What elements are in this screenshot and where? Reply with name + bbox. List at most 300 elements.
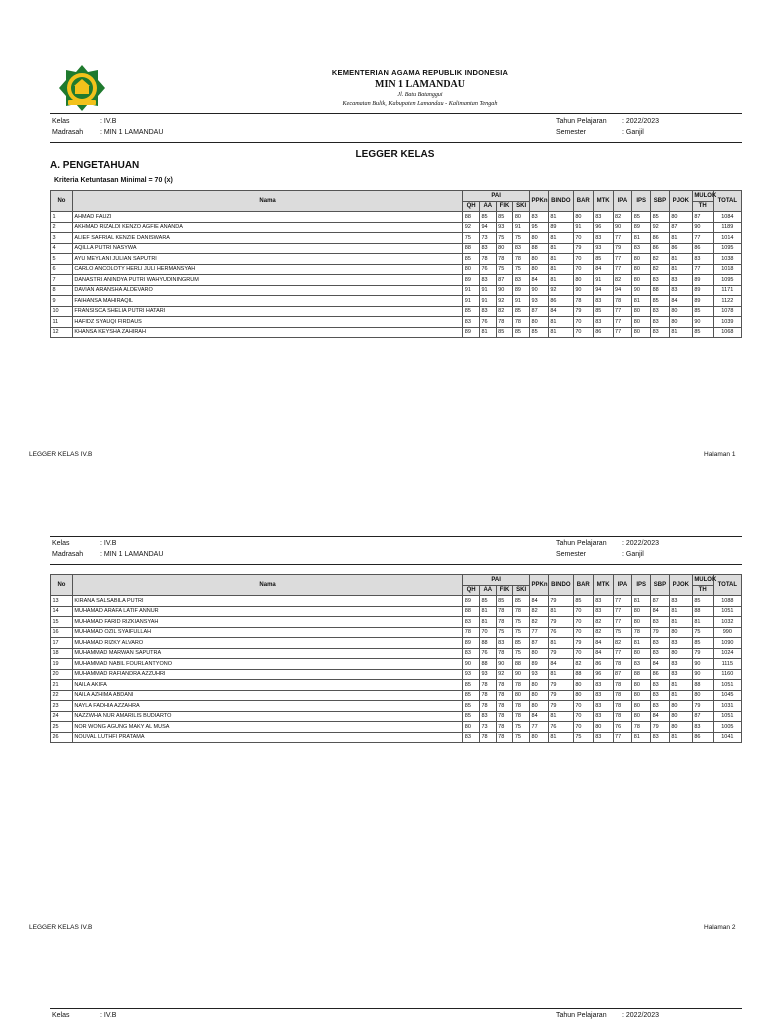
score-cell: 90 bbox=[692, 317, 713, 328]
score-cell: 80 bbox=[669, 317, 692, 328]
section-title: A. PENGETAHUAN bbox=[50, 160, 140, 171]
score-cell: 78 bbox=[496, 711, 513, 722]
score-cell: 91 bbox=[513, 222, 530, 233]
score-cell: 77 bbox=[613, 254, 632, 265]
student-name: DAVIAN ARANSHA ALDEVARO bbox=[72, 285, 462, 296]
score-cell: 85 bbox=[593, 254, 613, 265]
score-cell: 81 bbox=[479, 617, 496, 628]
score-cell: 85 bbox=[479, 212, 496, 223]
score-cell: 75 bbox=[496, 233, 513, 244]
score-cell: 85 bbox=[632, 212, 651, 223]
score-cell: 76 bbox=[479, 264, 496, 275]
score-cell: 77 bbox=[530, 627, 549, 638]
score-cell: 70 bbox=[573, 317, 593, 328]
page2-info-divider bbox=[50, 564, 742, 565]
score-cell: 80 bbox=[632, 606, 651, 617]
score-cell: 91 bbox=[593, 275, 613, 286]
score-cell: 81 bbox=[548, 638, 573, 649]
score-cell: 83 bbox=[479, 243, 496, 254]
table-row bbox=[51, 627, 742, 638]
score-cell: 85 bbox=[496, 596, 513, 607]
total-score: 1045 bbox=[713, 690, 741, 701]
total-score: 1088 bbox=[713, 596, 741, 607]
score-cell: 80 bbox=[692, 690, 713, 701]
score-cell: 78 bbox=[496, 722, 513, 733]
col-bar-header: BAR bbox=[573, 575, 593, 596]
score-cell: 84 bbox=[651, 659, 670, 670]
col-mtk-header: MTK bbox=[593, 191, 613, 212]
semester-label: Semester bbox=[556, 129, 586, 136]
score-cell: 91 bbox=[463, 296, 480, 307]
score-cell: 80 bbox=[632, 264, 651, 275]
score-cell: 80 bbox=[669, 722, 692, 733]
score-cell: 83 bbox=[593, 690, 613, 701]
score-cell: 82 bbox=[613, 638, 632, 649]
col-ski-header: SKI bbox=[513, 201, 530, 212]
total-score: 1051 bbox=[713, 711, 741, 722]
total-score: 1095 bbox=[713, 275, 741, 286]
row-number: 7 bbox=[51, 275, 73, 286]
total-score: 1090 bbox=[713, 638, 741, 649]
row-number: 12 bbox=[51, 327, 73, 338]
score-cell: 93 bbox=[463, 669, 480, 680]
col-qh-header: QH bbox=[463, 585, 480, 596]
legger-rows-page2 bbox=[51, 596, 742, 743]
col-pai-header: PAI bbox=[463, 575, 530, 586]
score-cell: 78 bbox=[496, 690, 513, 701]
col-th-header: TH bbox=[692, 201, 713, 212]
student-name: DANASTRI ANINDYA PUTRI WAHYUDININGRUM bbox=[72, 275, 462, 286]
score-cell: 77 bbox=[692, 264, 713, 275]
row-number: 23 bbox=[51, 701, 73, 712]
score-cell: 78 bbox=[496, 606, 513, 617]
total-score: 1115 bbox=[713, 659, 741, 670]
score-cell: 78 bbox=[613, 680, 632, 691]
table-row bbox=[51, 222, 742, 233]
page-number-2: Halaman 2 bbox=[704, 924, 736, 931]
score-cell: 77 bbox=[613, 317, 632, 328]
student-name: ALIEF SAFRIAL KENZIE DANISWARA bbox=[72, 233, 462, 244]
score-cell: 79 bbox=[613, 243, 632, 254]
score-cell: 84 bbox=[530, 596, 549, 607]
score-cell: 95 bbox=[530, 222, 549, 233]
student-name: HAFIDZ SYAUQI FIRDAUS bbox=[72, 317, 462, 328]
score-cell: 80 bbox=[632, 306, 651, 317]
col-aa-header: AA bbox=[479, 585, 496, 596]
score-cell: 81 bbox=[548, 233, 573, 244]
score-cell: 78 bbox=[496, 617, 513, 628]
row-number: 19 bbox=[51, 659, 73, 670]
score-cell: 83 bbox=[513, 275, 530, 286]
madrasah-label: Madrasah bbox=[52, 129, 84, 136]
score-cell: 81 bbox=[548, 317, 573, 328]
score-cell: 83 bbox=[463, 617, 480, 628]
score-cell: 88 bbox=[479, 638, 496, 649]
table-row bbox=[51, 617, 742, 628]
score-cell: 80 bbox=[669, 701, 692, 712]
score-cell: 83 bbox=[593, 732, 613, 743]
score-cell: 82 bbox=[573, 659, 593, 670]
score-cell: 80 bbox=[513, 690, 530, 701]
score-cell: 80 bbox=[530, 233, 549, 244]
class-info-page2 bbox=[52, 540, 742, 562]
score-cell: 83 bbox=[651, 648, 670, 659]
score-cell: 78 bbox=[496, 254, 513, 265]
score-cell: 80 bbox=[669, 212, 692, 223]
table-row bbox=[51, 212, 742, 223]
row-number: 25 bbox=[51, 722, 73, 733]
student-name: CARLO ANCOLOTY HERLI JULI HERMANSYAH bbox=[72, 264, 462, 275]
score-cell: 85 bbox=[593, 306, 613, 317]
kemenag-logo-icon bbox=[58, 64, 106, 112]
score-cell: 89 bbox=[692, 275, 713, 286]
tahun-value: : 2022/2023 bbox=[622, 540, 659, 547]
row-number: 24 bbox=[51, 711, 73, 722]
student-name: MUHAMAD OZIL SYAIFULLAH bbox=[72, 627, 462, 638]
score-cell: 90 bbox=[463, 659, 480, 670]
row-number: 5 bbox=[51, 254, 73, 265]
score-cell: 91 bbox=[573, 222, 593, 233]
score-cell: 81 bbox=[669, 254, 692, 265]
table-row bbox=[51, 711, 742, 722]
score-cell: 83 bbox=[651, 638, 670, 649]
score-cell: 92 bbox=[463, 222, 480, 233]
score-cell: 75 bbox=[513, 722, 530, 733]
table-row bbox=[51, 243, 742, 254]
score-cell: 89 bbox=[513, 285, 530, 296]
score-cell: 86 bbox=[593, 327, 613, 338]
total-score: 1078 bbox=[713, 306, 741, 317]
col-mulok-header: MULOK bbox=[692, 575, 713, 586]
score-cell: 86 bbox=[692, 732, 713, 743]
score-cell: 82 bbox=[651, 264, 670, 275]
score-cell: 78 bbox=[513, 317, 530, 328]
score-cell: 70 bbox=[573, 711, 593, 722]
score-cell: 78 bbox=[513, 680, 530, 691]
score-cell: 77 bbox=[613, 648, 632, 659]
score-cell: 86 bbox=[692, 243, 713, 254]
score-cell: 82 bbox=[613, 275, 632, 286]
tahun-label: Tahun Pelajaran bbox=[556, 118, 607, 125]
score-cell: 81 bbox=[632, 596, 651, 607]
score-cell: 83 bbox=[479, 306, 496, 317]
score-cell: 93 bbox=[479, 669, 496, 680]
score-cell: 83 bbox=[669, 638, 692, 649]
score-cell: 80 bbox=[530, 264, 549, 275]
score-cell: 77 bbox=[530, 722, 549, 733]
score-cell: 86 bbox=[651, 243, 670, 254]
score-cell: 81 bbox=[692, 617, 713, 628]
score-cell: 75 bbox=[513, 648, 530, 659]
score-cell: 83 bbox=[496, 638, 513, 649]
score-cell: 85 bbox=[692, 306, 713, 317]
score-cell: 82 bbox=[613, 212, 632, 223]
score-cell: 81 bbox=[669, 233, 692, 244]
student-name: NOR WONG AGUNG MAKY AL MUSA bbox=[72, 722, 462, 733]
score-cell: 86 bbox=[593, 659, 613, 670]
class-info-page1 bbox=[52, 118, 742, 140]
score-cell: 82 bbox=[593, 617, 613, 628]
row-number: 8 bbox=[51, 285, 73, 296]
score-cell: 87 bbox=[530, 638, 549, 649]
score-cell: 76 bbox=[479, 317, 496, 328]
col-ski-header: SKI bbox=[513, 585, 530, 596]
tahun-value: : 2022/2023 bbox=[622, 1012, 659, 1019]
total-score: 1160 bbox=[713, 669, 741, 680]
score-cell: 81 bbox=[479, 606, 496, 617]
score-cell: 87 bbox=[613, 669, 632, 680]
score-cell: 96 bbox=[593, 222, 613, 233]
score-cell: 80 bbox=[530, 648, 549, 659]
score-cell: 88 bbox=[463, 606, 480, 617]
score-cell: 90 bbox=[632, 285, 651, 296]
score-cell: 89 bbox=[548, 222, 573, 233]
score-cell: 81 bbox=[548, 212, 573, 223]
col-ipa-header: IPA bbox=[613, 191, 632, 212]
row-number: 1 bbox=[51, 212, 73, 223]
score-cell: 86 bbox=[548, 296, 573, 307]
row-number: 21 bbox=[51, 680, 73, 691]
score-cell: 79 bbox=[651, 722, 670, 733]
total-score: 1041 bbox=[713, 732, 741, 743]
col-mtk-header: MTK bbox=[593, 575, 613, 596]
score-cell: 78 bbox=[632, 722, 651, 733]
score-cell: 80 bbox=[530, 254, 549, 265]
score-cell: 90 bbox=[530, 285, 549, 296]
total-score: 1051 bbox=[713, 680, 741, 691]
score-cell: 80 bbox=[669, 306, 692, 317]
score-cell: 94 bbox=[613, 285, 632, 296]
score-cell: 79 bbox=[548, 680, 573, 691]
col-bindo-header: BINDO bbox=[548, 191, 573, 212]
score-cell: 79 bbox=[573, 638, 593, 649]
score-cell: 83 bbox=[463, 317, 480, 328]
kelas-value: : IV.B bbox=[100, 1012, 117, 1019]
kelas-label: Kelas bbox=[52, 540, 70, 547]
student-name: MUHAMAD ARAFA LATIF ANNUR bbox=[72, 606, 462, 617]
score-cell: 79 bbox=[548, 648, 573, 659]
score-cell: 80 bbox=[632, 317, 651, 328]
score-cell: 86 bbox=[669, 243, 692, 254]
score-cell: 80 bbox=[632, 701, 651, 712]
score-cell: 77 bbox=[613, 327, 632, 338]
score-cell: 80 bbox=[530, 317, 549, 328]
score-cell: 83 bbox=[593, 596, 613, 607]
score-cell: 84 bbox=[530, 711, 549, 722]
score-cell: 80 bbox=[632, 690, 651, 701]
table-row bbox=[51, 264, 742, 275]
score-cell: 94 bbox=[593, 285, 613, 296]
total-score: 990 bbox=[713, 627, 741, 638]
school-street: Jl. Batu Batanggui bbox=[397, 92, 443, 98]
legger-table-page2 bbox=[50, 574, 742, 743]
kelas-value: : IV.B bbox=[100, 540, 117, 547]
score-cell: 83 bbox=[692, 254, 713, 265]
score-cell: 85 bbox=[479, 596, 496, 607]
table-row bbox=[51, 690, 742, 701]
score-cell: 80 bbox=[593, 722, 613, 733]
score-cell: 78 bbox=[479, 732, 496, 743]
col-bindo-header: BINDO bbox=[548, 575, 573, 596]
score-cell: 96 bbox=[593, 669, 613, 680]
score-cell: 82 bbox=[496, 306, 513, 317]
score-cell: 78 bbox=[513, 711, 530, 722]
score-cell: 78 bbox=[613, 711, 632, 722]
score-cell: 75 bbox=[573, 732, 593, 743]
score-cell: 70 bbox=[573, 606, 593, 617]
score-cell: 81 bbox=[669, 690, 692, 701]
table-row bbox=[51, 648, 742, 659]
table-row bbox=[51, 317, 742, 328]
score-cell: 81 bbox=[548, 327, 573, 338]
score-cell: 81 bbox=[669, 264, 692, 275]
score-cell: 91 bbox=[479, 285, 496, 296]
student-name: NAYLA FADHIA AZZAHRA bbox=[72, 701, 462, 712]
score-cell: 83 bbox=[669, 669, 692, 680]
score-cell: 82 bbox=[651, 254, 670, 265]
score-cell: 80 bbox=[573, 680, 593, 691]
row-number: 16 bbox=[51, 627, 73, 638]
score-cell: 76 bbox=[548, 722, 573, 733]
table-row bbox=[51, 701, 742, 712]
row-number: 20 bbox=[51, 669, 73, 680]
score-cell: 83 bbox=[651, 317, 670, 328]
score-cell: 78 bbox=[496, 648, 513, 659]
score-cell: 78 bbox=[632, 627, 651, 638]
score-cell: 70 bbox=[573, 648, 593, 659]
score-cell: 86 bbox=[651, 669, 670, 680]
table-row bbox=[51, 596, 742, 607]
total-score: 1032 bbox=[713, 617, 741, 628]
col-ips-header: IPS bbox=[632, 575, 651, 596]
score-cell: 83 bbox=[669, 285, 692, 296]
score-cell: 85 bbox=[463, 711, 480, 722]
score-cell: 77 bbox=[613, 306, 632, 317]
score-cell: 80 bbox=[463, 264, 480, 275]
score-cell: 83 bbox=[593, 233, 613, 244]
score-cell: 78 bbox=[479, 701, 496, 712]
col-ppkn-header: PPKn bbox=[530, 191, 549, 212]
score-cell: 90 bbox=[613, 222, 632, 233]
score-cell: 89 bbox=[692, 285, 713, 296]
score-cell: 79 bbox=[692, 648, 713, 659]
score-cell: 75 bbox=[513, 233, 530, 244]
score-cell: 76 bbox=[479, 648, 496, 659]
score-cell: 81 bbox=[548, 254, 573, 265]
tahun-value: : 2022/2023 bbox=[622, 118, 659, 125]
score-cell: 78 bbox=[613, 659, 632, 670]
score-cell: 85 bbox=[513, 638, 530, 649]
col-no-header: No bbox=[51, 191, 73, 212]
table-row bbox=[51, 285, 742, 296]
score-cell: 85 bbox=[530, 327, 549, 338]
score-cell: 70 bbox=[573, 264, 593, 275]
score-cell: 83 bbox=[593, 212, 613, 223]
score-cell: 90 bbox=[692, 659, 713, 670]
score-cell: 83 bbox=[651, 306, 670, 317]
score-cell: 82 bbox=[593, 627, 613, 638]
tahun-label: Tahun Pelajaran bbox=[556, 1012, 607, 1019]
score-cell: 70 bbox=[573, 722, 593, 733]
col-sbp-header: SBP bbox=[651, 191, 670, 212]
col-ips-header: IPS bbox=[632, 191, 651, 212]
score-cell: 81 bbox=[548, 669, 573, 680]
score-cell: 83 bbox=[651, 327, 670, 338]
score-cell: 83 bbox=[593, 711, 613, 722]
score-cell: 89 bbox=[530, 659, 549, 670]
score-cell: 81 bbox=[669, 327, 692, 338]
score-cell: 77 bbox=[613, 732, 632, 743]
total-score: 1051 bbox=[713, 606, 741, 617]
score-cell: 81 bbox=[548, 264, 573, 275]
score-cell: 75 bbox=[513, 264, 530, 275]
score-cell: 75 bbox=[613, 627, 632, 638]
score-cell: 81 bbox=[669, 606, 692, 617]
score-cell: 90 bbox=[692, 669, 713, 680]
row-number: 9 bbox=[51, 296, 73, 307]
letterhead bbox=[300, 68, 540, 107]
legger-table-page1 bbox=[50, 190, 742, 338]
row-number: 22 bbox=[51, 690, 73, 701]
student-name: AKHMAD RIZALDI KENZO AGFIE ANANDA bbox=[72, 222, 462, 233]
total-score: 1068 bbox=[713, 327, 741, 338]
score-cell: 92 bbox=[651, 222, 670, 233]
row-number: 4 bbox=[51, 243, 73, 254]
score-cell: 87 bbox=[692, 711, 713, 722]
legger-rows-page1 bbox=[51, 212, 742, 338]
col-pai-header: PAI bbox=[463, 191, 530, 202]
score-cell: 88 bbox=[479, 659, 496, 670]
score-cell: 80 bbox=[632, 648, 651, 659]
score-cell: 75 bbox=[463, 233, 480, 244]
total-score: 1024 bbox=[713, 648, 741, 659]
score-cell: 84 bbox=[669, 296, 692, 307]
total-score: 1018 bbox=[713, 264, 741, 275]
score-cell: 78 bbox=[496, 680, 513, 691]
score-cell: 87 bbox=[496, 275, 513, 286]
score-cell: 89 bbox=[632, 222, 651, 233]
score-cell: 70 bbox=[573, 617, 593, 628]
student-name: KHANSA KEYSHA ZAHIRAH bbox=[72, 327, 462, 338]
score-cell: 85 bbox=[692, 596, 713, 607]
score-cell: 83 bbox=[593, 606, 613, 617]
score-cell: 83 bbox=[463, 648, 480, 659]
score-cell: 79 bbox=[573, 243, 593, 254]
student-name: AHMAD FAUZI bbox=[72, 212, 462, 223]
score-cell: 81 bbox=[669, 680, 692, 691]
score-cell: 87 bbox=[669, 222, 692, 233]
madrasah-value: : MIN 1 LAMANDAU bbox=[100, 129, 164, 136]
student-name: MUHAMAD RIZKY ALVARO bbox=[72, 638, 462, 649]
score-cell: 91 bbox=[463, 285, 480, 296]
row-number: 14 bbox=[51, 606, 73, 617]
total-score: 1014 bbox=[713, 233, 741, 244]
table-row bbox=[51, 296, 742, 307]
table-row bbox=[51, 275, 742, 286]
kkm-note: Kriteria Ketuntasan Minimal = 70 (x) bbox=[54, 177, 173, 184]
score-cell: 75 bbox=[513, 627, 530, 638]
score-cell: 83 bbox=[669, 596, 692, 607]
table-row bbox=[51, 669, 742, 680]
score-cell: 90 bbox=[573, 285, 593, 296]
score-cell: 85 bbox=[692, 638, 713, 649]
score-cell: 93 bbox=[530, 296, 549, 307]
score-cell: 83 bbox=[651, 680, 670, 691]
school-address: Kecamatan Bulik, Kabupaten Lamandau - Kalimantan Tengah bbox=[342, 100, 498, 107]
col-total-header: TOTAL bbox=[713, 575, 741, 596]
score-cell: 82 bbox=[530, 617, 549, 628]
score-cell: 79 bbox=[548, 617, 573, 628]
